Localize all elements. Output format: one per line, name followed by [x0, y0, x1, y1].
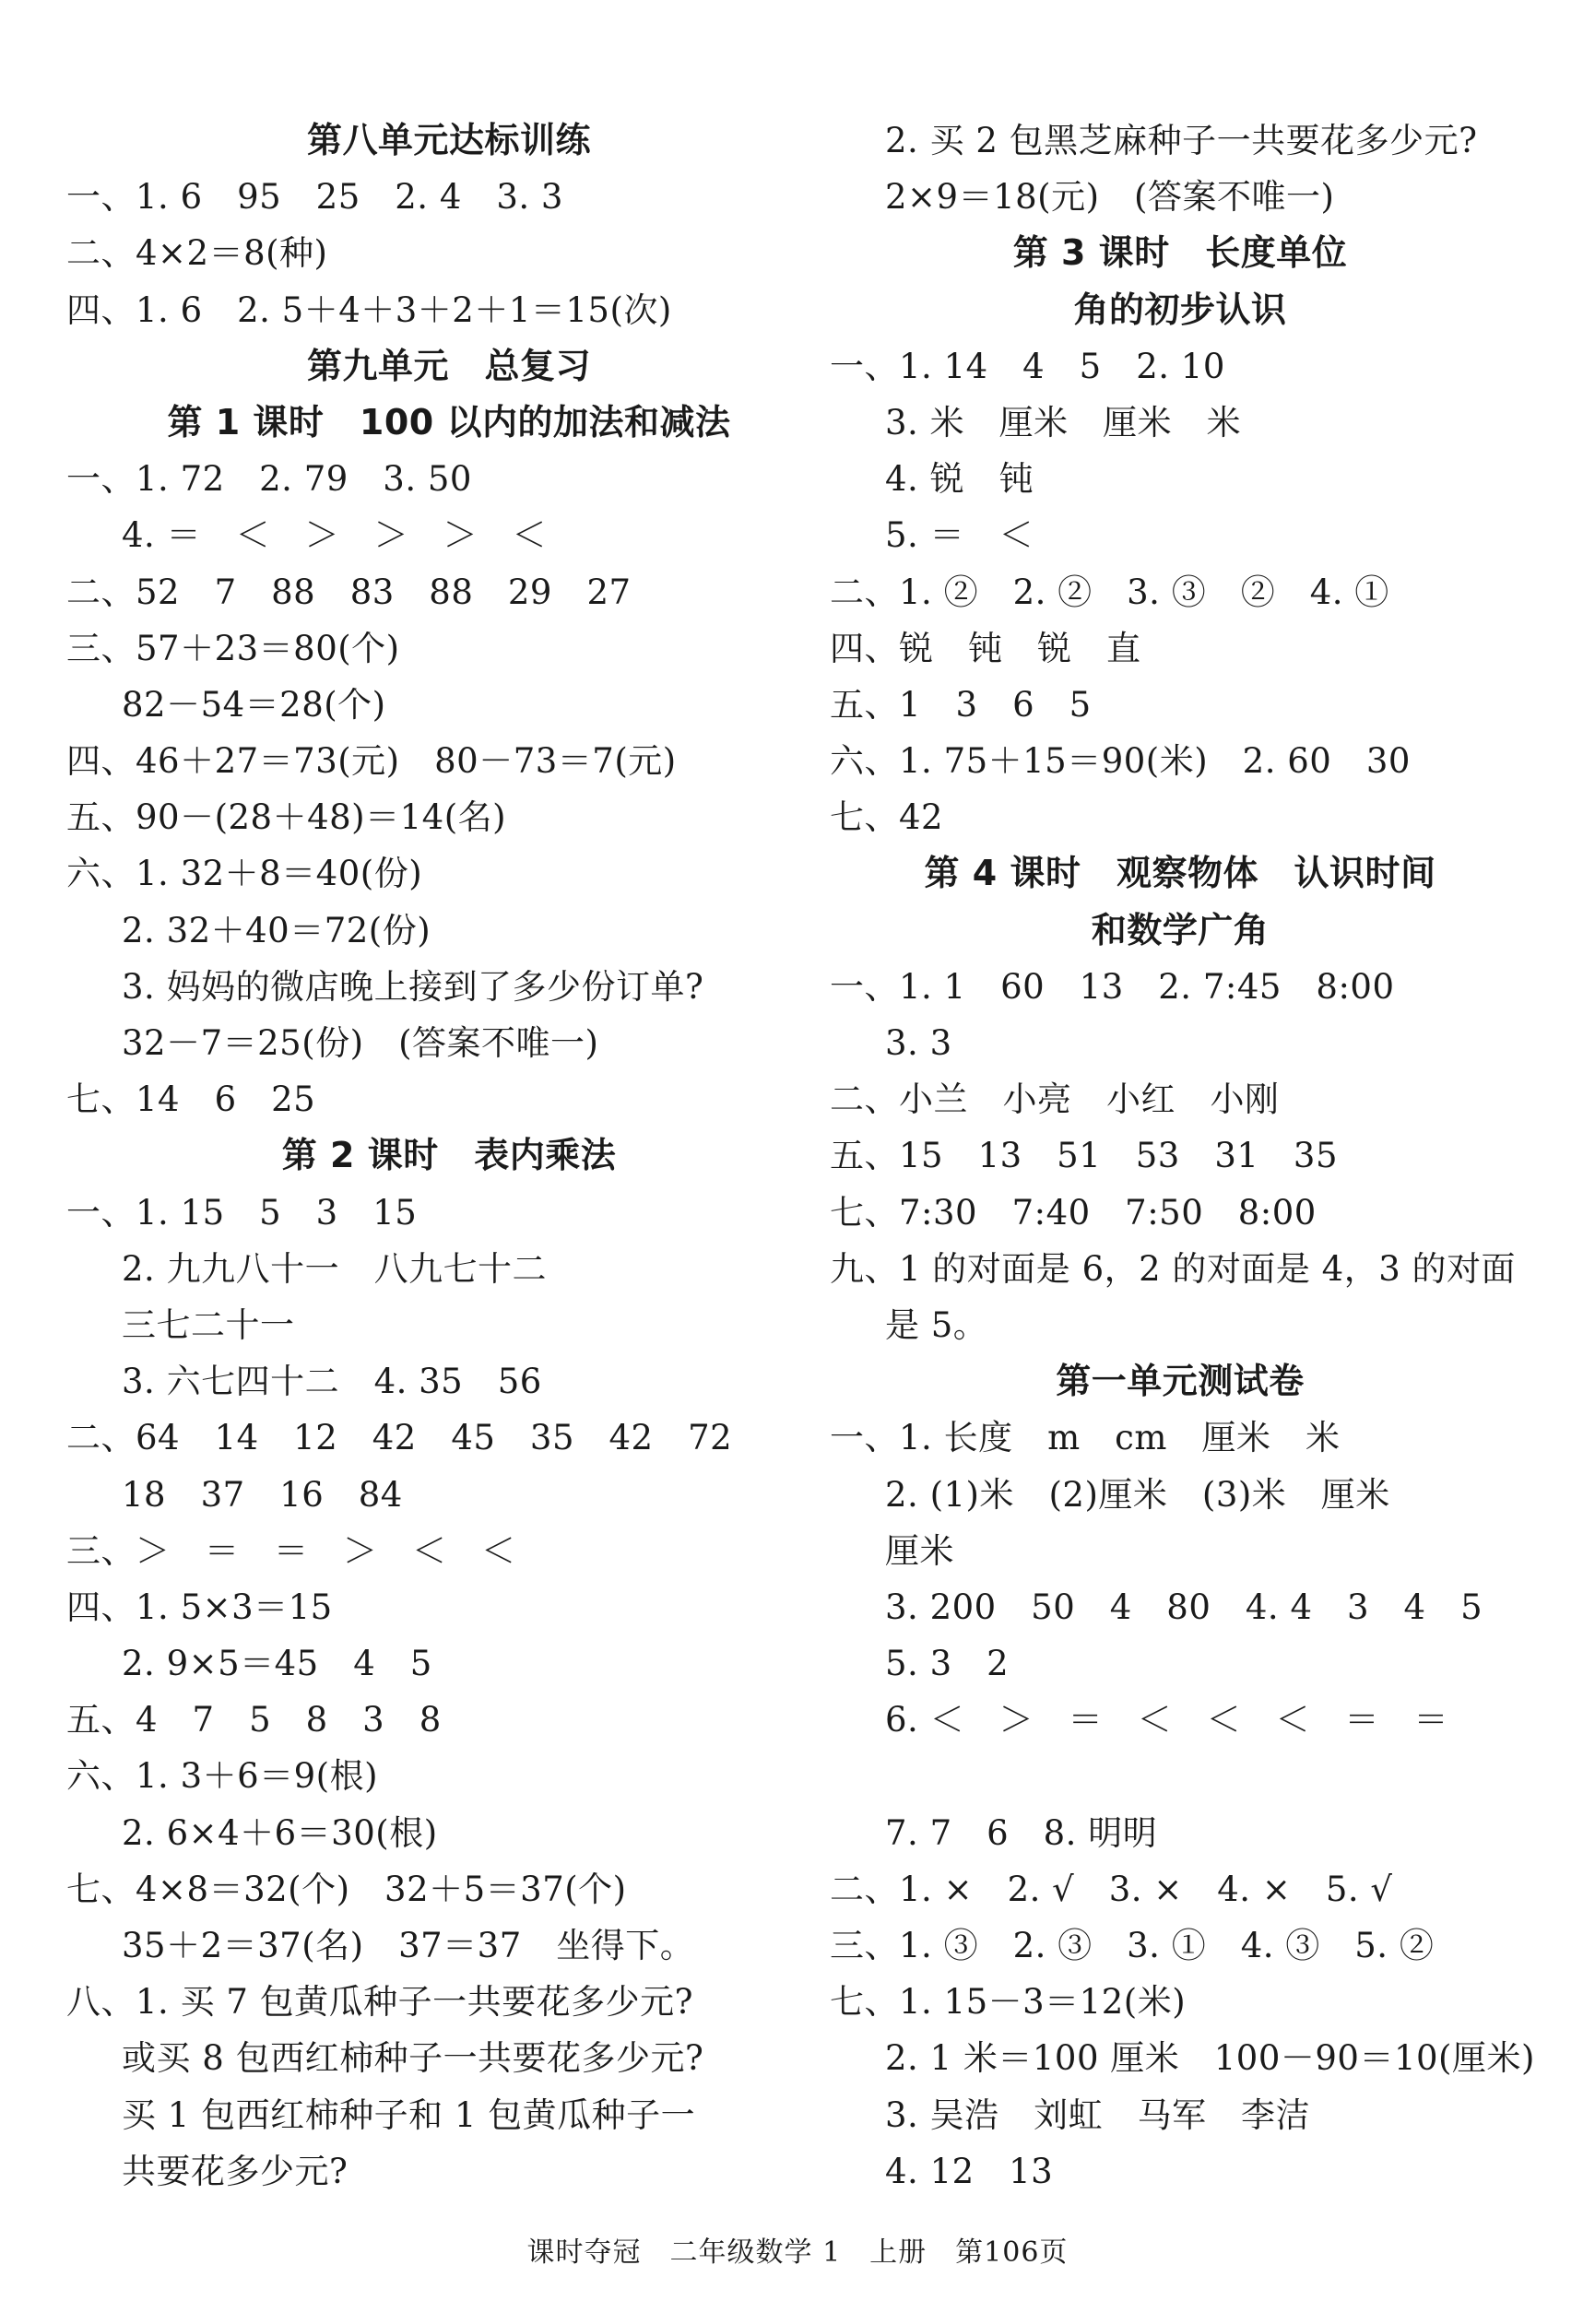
answer-line: 一、1. 15 5 3 15 [66, 1192, 418, 1233]
section-heading: 角的初步认识 [1073, 289, 1287, 330]
answer-line: 2. 九九八十一 八九七十二 [122, 1248, 548, 1289]
answer-line: 八、1. 买 7 包黄瓜种子一共要花多少元? [66, 1982, 693, 2023]
answer-line: 3. 200 50 4 80 4. 4 3 4 5 [885, 1587, 1483, 1627]
answer-line: 或买 8 包西红柿种子一共要花多少元? [122, 2038, 704, 2079]
answer-line: 3. 吴浩 刘虹 马军 李洁 [885, 2094, 1311, 2135]
answer-line: 3. 3 [885, 1023, 952, 1063]
section-heading: 第一单元测试卷 [1056, 1361, 1305, 1402]
answer-line: 2×9＝18(元) (答案不唯一) [885, 177, 1335, 218]
answer-line: 2. 1 米＝100 厘米 100－90＝10(厘米) [885, 2038, 1535, 2079]
page-footer: 课时夺冠 二年级数学 1 上册 第106页 [526, 2236, 1069, 2269]
answer-line: 七、4×8＝32(个) 32＋5＝37(个) [66, 1869, 627, 1909]
spacer [830, 1748, 1530, 1804]
answer-line: 6. ＜ ＞ ＝ ＜ ＜ ＜ ＝ ＝ [885, 1700, 1449, 1740]
answer-line: 五、15 13 51 53 31 35 [830, 1136, 1338, 1176]
answer-line: 3. 六七四十二 4. 35 56 [122, 1362, 542, 1402]
answer-line: 18 37 16 84 [122, 1474, 403, 1515]
answer-line: 五、1 3 6 5 [830, 684, 1092, 725]
section-heading: 第九单元 总复习 [306, 345, 591, 386]
answer-line: 一、1. 72 2. 79 3. 50 [66, 459, 472, 500]
answer-line: 五、90－(28＋48)＝14(名) [66, 797, 507, 838]
answer-line: 32－7＝25(份) (答案不唯一) [122, 1023, 599, 1063]
answer-line: 三、＞ ＝ ＝ ＞ ＜ ＜ [66, 1530, 516, 1571]
answer-line: 4. 12 13 [885, 2151, 1054, 2191]
answer-line: 七、1. 15－3＝12(米) [830, 1982, 1187, 2023]
answer-line: 5. 3 2 [885, 1644, 1010, 1684]
section-heading: 第 2 课时 表内乘法 [281, 1135, 617, 1176]
answer-line: 六、1. 32＋8＝40(份) [66, 854, 423, 894]
answer-line: 七、7:30 7:40 7:50 8:00 [830, 1192, 1317, 1233]
answer-line: 2. 9×5＝45 4 5 [122, 1644, 432, 1684]
answer-line: 二、1. ② 2. ② 3. ③ ② 4. ① [830, 572, 1389, 612]
section-heading: 第八单元达标训练 [306, 120, 591, 160]
answer-line: 厘米 [885, 1530, 954, 1571]
answer-line: 二、52 7 88 83 88 29 27 [66, 572, 632, 612]
section-heading: 第 1 课时 100 以内的加法和减法 [167, 401, 731, 442]
answer-line: 五、4 7 5 8 3 8 [66, 1700, 442, 1740]
answer-line: 二、64 14 12 42 45 35 42 72 [66, 1418, 733, 1458]
section-heading: 第 4 课时 观察物体 认识时间 [924, 853, 1436, 894]
answer-line: 一、1. 14 4 5 2. 10 [830, 346, 1225, 386]
answer-line: 三七二十一 [122, 1304, 295, 1345]
answer-line: 一、1. 6 95 25 2. 4 3. 3 [66, 177, 563, 218]
answer-line: 二、4×2＝8(种) [66, 233, 328, 274]
answer-line: 5. ＝ ＜ [885, 515, 1034, 556]
answer-line: 35＋2＝37(名) 37＝37 坐得下。 [122, 1926, 695, 1965]
answer-line: 3. 米 厘米 厘米 米 [885, 402, 1242, 442]
answer-line: 二、1. × 2. √ 3. × 4. × 5. √ [830, 1869, 1393, 1909]
answer-line: 4. 锐 钝 [885, 459, 1034, 500]
answer-line: 2. 买 2 包黑芝麻种子一共要花多少元? [885, 121, 1478, 160]
right-column [830, 112, 1535, 2200]
answer-line: 七、14 6 25 [66, 1079, 316, 1120]
answer-line: 7. 7 6 8. 明明 [885, 1812, 1158, 1853]
answer-line: 买 1 包西红柿种子和 1 包黄瓜种子一 [122, 2094, 696, 2135]
answer-line: 二、小兰 小亮 小红 小刚 [830, 1079, 1280, 1120]
answer-line: 82－54＝28(个) [122, 684, 386, 725]
answer-line: 2. 6×4＋6＝30(根) [122, 1812, 438, 1853]
left-column [66, 112, 832, 2200]
answer-line: 九、1 的对面是 6，2 的对面是 4，3 的对面 [830, 1248, 1517, 1289]
answer-line: 4. ＝ ＜ ＞ ＞ ＞ ＜ [122, 515, 548, 556]
answer-line: 2. 32＋40＝72(份) [122, 910, 431, 950]
section-heading: 和数学广角 [1091, 909, 1270, 950]
answer-line: 2. (1)米 (2)厘米 (3)米 厘米 [885, 1474, 1390, 1515]
answer-line: 四、1. 5×3＝15 [66, 1587, 333, 1627]
answer-line: 是 5。 [885, 1304, 988, 1345]
answer-line: 一、1. 长度 m cm 厘米 米 [830, 1418, 1341, 1458]
answer-line: 六、1. 3＋6＝9(根) [66, 1756, 379, 1797]
answer-line: 四、46＋27＝73(元) 80－73＝7(元) [66, 741, 677, 782]
answer-line: 三、1. ③ 2. ③ 3. ① 4. ③ 5. ② [830, 1926, 1435, 1965]
section-heading: 第 3 课时 长度单位 [1012, 232, 1348, 274]
answer-line: 六、1. 75＋15＝90(米) 2. 60 30 [830, 741, 1411, 782]
answer-line: 四、锐 钝 锐 直 [830, 628, 1141, 668]
answer-line: 共要花多少元? [122, 2151, 349, 2191]
answer-line: 一、1. 1 60 13 2. 7:45 8:00 [830, 966, 1395, 1007]
answer-line: 3. 妈妈的微店晚上接到了多少份订单? [122, 966, 704, 1007]
answer-line: 四、1. 6 2. 5＋4＋3＋2＋1＝15(次) [66, 289, 672, 330]
answer-line: 三、57＋23＝80(个) [66, 628, 400, 668]
answer-line: 七、42 [830, 797, 944, 838]
